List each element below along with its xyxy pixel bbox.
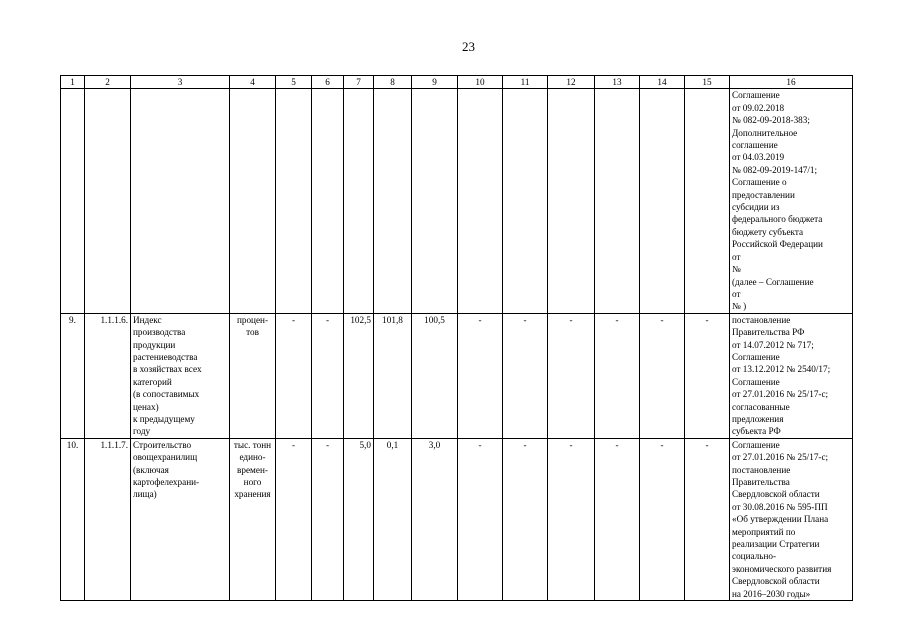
table-cell: - — [685, 438, 730, 600]
table-cell — [344, 89, 374, 313]
table-cell: 102,5 — [344, 313, 374, 438]
column-header: 16 — [730, 76, 853, 89]
table-cell — [685, 89, 730, 313]
table-cell: 1.1.1.7. — [85, 438, 131, 600]
column-header: 11 — [503, 76, 548, 89]
column-header: 14 — [640, 76, 685, 89]
column-header: 2 — [85, 76, 131, 89]
table-cell — [230, 89, 276, 313]
indicators-table — [60, 75, 853, 601]
column-header: 6 — [312, 76, 344, 89]
table-cell: процен- тов — [230, 313, 276, 438]
table-cell — [131, 89, 230, 313]
table-cell: - — [312, 438, 344, 600]
column-header: 9 — [412, 76, 458, 89]
table-cell: - — [458, 313, 503, 438]
table-cell: Индекс производства продукции растениеводства в хозяйствах всех категорий (в сопоставимых ценах) к предыдущему году — [131, 313, 230, 438]
table-cell — [503, 89, 548, 313]
table-cell: - — [276, 438, 312, 600]
table-cell — [374, 89, 412, 313]
table-cell — [85, 89, 131, 313]
table-cell: - — [685, 313, 730, 438]
column-header: 7 — [344, 76, 374, 89]
table-header-row — [61, 76, 853, 89]
table-cell: 101,8 — [374, 313, 412, 438]
table-cell: Соглашение от 27.01.2016 № 25/17-с; постановление Правительства Свердловской области от 30.08.2016 № 595-ПП «Об утверждении Плана мероприятий по реализации Стратегии социально- экономического развития Свердловской области на 2016–2030 годы» — [730, 438, 853, 600]
column-header: 3 — [131, 76, 230, 89]
table-cell: - — [640, 438, 685, 600]
table-cell: - — [640, 313, 685, 438]
table-cell — [61, 89, 85, 313]
table-row — [61, 313, 853, 438]
table-cell: - — [503, 438, 548, 600]
table-cell — [312, 89, 344, 313]
table-cell: - — [595, 438, 640, 600]
column-header: 4 — [230, 76, 276, 89]
column-header: 1 — [61, 76, 85, 89]
table-cell: 100,5 — [412, 313, 458, 438]
column-header: 15 — [685, 76, 730, 89]
table-cell: - — [548, 313, 595, 438]
table-cell — [412, 89, 458, 313]
table-cell: 3,0 — [412, 438, 458, 600]
table-cell: 10. — [61, 438, 85, 600]
table-cell — [458, 89, 503, 313]
page-number: 23 — [462, 39, 475, 54]
table-row — [61, 438, 853, 600]
table-cell — [640, 89, 685, 313]
column-header: 8 — [374, 76, 412, 89]
table-cell: 1.1.1.6. — [85, 313, 131, 438]
table-cell — [548, 89, 595, 313]
table-cell: тыс. тонн едино- времен- ного хранения — [230, 438, 276, 600]
column-header: 10 — [458, 76, 503, 89]
table-cell: - — [276, 313, 312, 438]
table-cell: 5,0 — [344, 438, 374, 600]
table-cell: 0,1 — [374, 438, 412, 600]
table-cell: Соглашение от 09.02.2018 № 082-09-2018-383; Дополнительное соглашение от 04.03.2019 № 082-09-2019-147/1; Соглашение о предоставлении субсидии из федерального бюджета бюджету субъекта Российской Федерации от № (далее – Соглашение от № ) — [730, 89, 853, 313]
table-cell: - — [595, 313, 640, 438]
table-row — [61, 89, 853, 313]
table-cell — [595, 89, 640, 313]
table-cell — [276, 89, 312, 313]
table-cell: 9. — [61, 313, 85, 438]
table-cell: - — [503, 313, 548, 438]
table-cell: - — [548, 438, 595, 600]
column-header: 12 — [548, 76, 595, 89]
column-header: 13 — [595, 76, 640, 89]
column-header: 5 — [276, 76, 312, 89]
table-cell: - — [312, 313, 344, 438]
table-cell: Строительство овощехранилищ (включая картофелехрани- лища) — [131, 438, 230, 600]
table-cell: постановление Правительства РФ от 14.07.2012 № 717; Соглашение от 13.12.2012 № 2540/17; Соглашение от 27.01.2016 № 25/17-с; согласованные предложения субъекта РФ — [730, 313, 853, 438]
table-cell: - — [458, 438, 503, 600]
